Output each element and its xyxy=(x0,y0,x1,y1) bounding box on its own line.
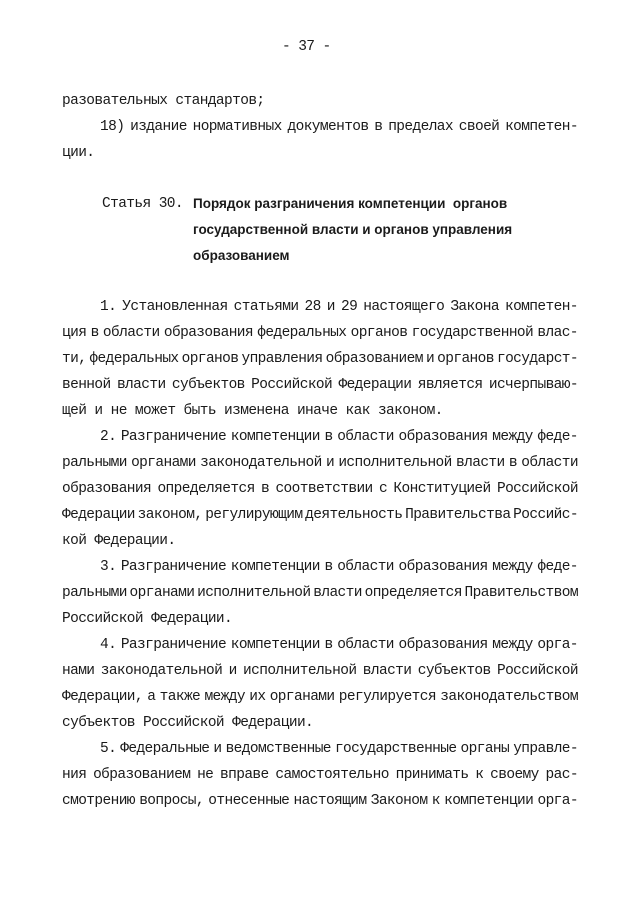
word: субъектов xyxy=(171,377,245,393)
word: образования xyxy=(163,325,254,341)
word: издание xyxy=(130,119,187,135)
paragraph-line xyxy=(100,298,578,316)
word: вопросы, xyxy=(139,793,204,809)
word: нами xyxy=(62,663,95,679)
word: а xyxy=(147,689,156,705)
word: законом, xyxy=(137,507,203,523)
paragraph-line xyxy=(100,428,578,446)
word: Федерации xyxy=(338,377,412,393)
word: регулирующим xyxy=(205,507,303,523)
word: в xyxy=(508,455,517,471)
article-title-line: образованием xyxy=(193,248,290,263)
word: образования xyxy=(398,559,488,575)
word: Правительства xyxy=(405,507,511,523)
word: Разграничение xyxy=(120,637,227,653)
word: между xyxy=(204,689,245,705)
word: области xyxy=(521,455,578,471)
paragraph-line xyxy=(62,584,578,602)
word: к xyxy=(431,793,440,809)
word: 18) xyxy=(100,119,125,135)
article-title-line: Порядок разграничения компетенции органов xyxy=(193,196,508,211)
word: органов xyxy=(181,351,239,367)
word: компетенции xyxy=(230,429,320,445)
word: нормативных xyxy=(192,119,282,135)
word: отнесенные xyxy=(208,793,290,809)
word: области xyxy=(337,637,394,653)
word: в xyxy=(324,429,333,445)
word: самостоятельно xyxy=(275,767,389,783)
word: ти, xyxy=(62,351,87,367)
word: федеральных xyxy=(257,325,347,341)
word: компетен- xyxy=(504,299,578,315)
word: венной xyxy=(62,377,111,393)
word: в xyxy=(90,325,99,341)
word: образованием xyxy=(325,351,423,367)
word: власти xyxy=(456,455,505,471)
word: субъектов xyxy=(417,663,491,679)
word: вправе xyxy=(220,767,269,783)
word: управления xyxy=(241,351,323,367)
word: орга- xyxy=(537,637,578,653)
word: между xyxy=(492,559,533,575)
word: пределах xyxy=(388,119,453,135)
word: и xyxy=(425,351,435,367)
paragraph-line xyxy=(62,324,578,342)
word: к xyxy=(475,767,484,783)
word: исполнительной xyxy=(338,455,452,471)
paragraph-line xyxy=(62,688,578,706)
word: орга- xyxy=(537,793,578,809)
word: компетен- xyxy=(505,119,578,135)
word: Разграничение xyxy=(120,559,227,575)
page-number: - 37 - xyxy=(282,39,331,55)
word: феде- xyxy=(537,559,578,575)
word: компетенции xyxy=(444,793,534,809)
word: ния xyxy=(62,767,87,783)
word: области xyxy=(337,559,394,575)
word: документов xyxy=(287,119,369,135)
paragraph-line xyxy=(62,454,578,472)
article-label: Статья 30. xyxy=(102,196,184,212)
paragraph-line xyxy=(62,350,578,368)
word: феде- xyxy=(537,429,578,445)
paragraph-line xyxy=(100,740,578,758)
word: органами xyxy=(129,585,195,601)
word: власти xyxy=(362,663,412,679)
word: в xyxy=(374,119,383,135)
word: в xyxy=(324,559,333,575)
word: Федерации, xyxy=(62,689,144,705)
word: и xyxy=(325,455,335,471)
paragraph-line xyxy=(62,792,578,810)
word: 29 xyxy=(340,299,358,315)
word: Российской xyxy=(251,377,333,393)
word: Закона xyxy=(450,299,499,315)
word: ция xyxy=(62,325,87,341)
word: соответствии xyxy=(275,481,373,497)
word: Установленная xyxy=(122,299,228,315)
word: федеральных xyxy=(89,351,179,367)
word: деятельность xyxy=(305,507,403,523)
word: государственной xyxy=(411,325,534,341)
word: Российс- xyxy=(513,507,578,523)
word: органами xyxy=(269,689,335,705)
word: 1. xyxy=(100,299,117,315)
word: органы xyxy=(460,741,510,757)
word: с xyxy=(378,481,388,497)
word: образованием xyxy=(93,767,191,783)
word: Российской xyxy=(496,481,578,497)
word: ведомственные xyxy=(225,741,331,757)
word: настоящим xyxy=(293,793,367,809)
word: законодательной xyxy=(200,455,322,471)
word: управле- xyxy=(513,741,578,757)
word: образования xyxy=(398,637,488,653)
word: между xyxy=(492,429,533,445)
article-title-line: государственной власти и органов управления xyxy=(193,222,513,237)
word: государственные xyxy=(334,741,457,757)
word: в xyxy=(261,481,270,497)
word: 5. xyxy=(100,741,117,757)
paragraph-line: щей и не может быть изменена иначе как законом. xyxy=(62,403,443,419)
word: ральными xyxy=(62,585,127,601)
paragraph-line xyxy=(62,506,578,524)
word: Разграничение xyxy=(120,429,227,445)
word: органов xyxy=(350,325,408,341)
word: не xyxy=(197,767,214,783)
word: и xyxy=(326,299,335,315)
word: органами xyxy=(131,455,196,471)
paragraph-line xyxy=(62,480,578,498)
paragraph-line xyxy=(62,766,578,784)
word: области xyxy=(337,429,394,445)
word: исполнительной xyxy=(243,663,357,679)
paragraph-line: Российской Федерации. xyxy=(62,611,233,627)
word: принимать xyxy=(395,767,469,783)
paragraph-line xyxy=(100,558,578,576)
word: в xyxy=(324,637,333,653)
word: настоящего xyxy=(363,299,445,315)
word: 4. xyxy=(100,637,117,653)
paragraph-line: кой Федерации. xyxy=(62,533,176,549)
word: определяется xyxy=(157,481,255,497)
word: образования xyxy=(398,429,488,445)
word: рас- xyxy=(545,767,578,783)
word: смотрению xyxy=(62,793,135,809)
paragraph-line: субъектов Российской Федерации. xyxy=(62,715,314,731)
paragraph-line xyxy=(62,376,578,394)
word: Законом xyxy=(370,793,428,809)
word: своему xyxy=(490,767,539,783)
word: государст- xyxy=(496,351,578,367)
word: 2. xyxy=(100,429,117,445)
paragraph-line xyxy=(100,636,578,654)
text-line: разовательных стандартов; xyxy=(62,93,265,109)
word: их xyxy=(249,689,266,705)
word: и xyxy=(213,741,222,757)
word: образования xyxy=(62,481,152,497)
word: регулируется xyxy=(338,689,436,705)
word: Правительством xyxy=(464,585,578,601)
word: статьями xyxy=(233,299,299,315)
word: также xyxy=(159,689,201,705)
word: влас- xyxy=(537,325,578,341)
word: Конституцией xyxy=(393,481,491,497)
word: Федеральные xyxy=(120,741,210,757)
word: законодательством xyxy=(440,689,578,705)
word: области xyxy=(102,325,160,341)
word: своей xyxy=(458,119,500,135)
word: 3. xyxy=(100,559,117,575)
word: Федерации xyxy=(62,507,135,523)
word: определяется xyxy=(364,585,462,601)
word: власти xyxy=(313,585,362,601)
word: исчерпываю- xyxy=(488,377,578,393)
word: между xyxy=(492,637,533,653)
word: 28 xyxy=(304,299,321,315)
text-line xyxy=(100,118,578,136)
text-line: ции. xyxy=(62,145,95,161)
word: законодательной xyxy=(100,663,223,679)
word: компетенции xyxy=(230,637,320,653)
paragraph-line xyxy=(62,662,578,680)
word: власти xyxy=(116,377,166,393)
word: органов xyxy=(437,351,494,367)
word: ральными xyxy=(62,455,127,471)
word: компетенции xyxy=(230,559,320,575)
word: Российской xyxy=(496,663,578,679)
word: исполнительной xyxy=(197,585,311,601)
word: является xyxy=(417,377,483,393)
word: и xyxy=(228,663,237,679)
